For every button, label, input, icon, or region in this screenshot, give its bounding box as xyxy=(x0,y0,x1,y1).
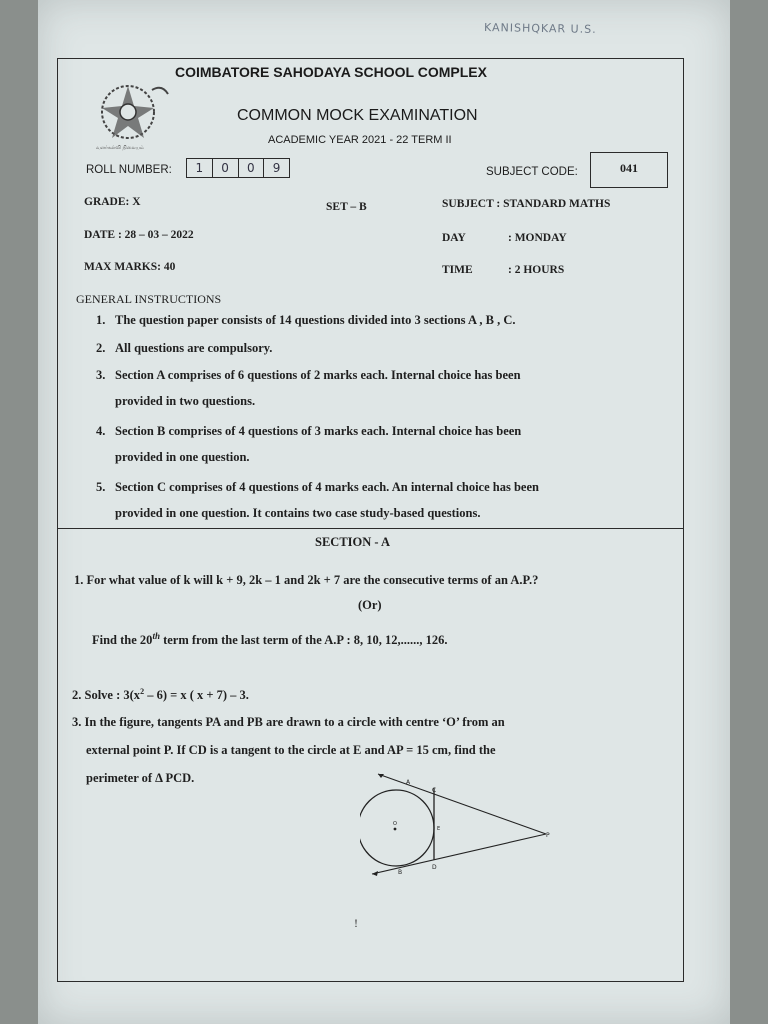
footer-mark: ! xyxy=(354,916,358,930)
instruction-item xyxy=(96,474,656,526)
instruction-number: 3. xyxy=(96,368,106,382)
max-marks: MAX MARKS: 40 xyxy=(84,261,176,273)
superscript: th xyxy=(152,631,160,641)
instruction-text: Section C comprises of 4 questions of 4 marks each. An internal choice has been xyxy=(115,480,539,494)
academic-year: ACADEMIC YEAR 2021 - 22 TERM II xyxy=(268,134,452,146)
roll-number-label: ROLL NUMBER: xyxy=(86,164,172,176)
roll-digit: 0 xyxy=(239,159,265,177)
point-c-label: C xyxy=(432,787,437,794)
school-name: COIMBATORE SAHODAYA SCHOOL COMPLEX xyxy=(175,64,487,80)
question-text: – 6) = x ( x + 7) – 3. xyxy=(144,688,249,703)
instruction-text: provided in one question. It contains two case study-based questions. xyxy=(115,506,481,520)
grade: GRADE: X xyxy=(84,196,141,208)
subject: SUBJECT : STANDARD MATHS xyxy=(442,198,611,210)
instruction-number: 4. xyxy=(96,424,106,438)
question-1: 1. For what value of k will k + 9, 2k – 1 and 2k + 7 are the consecutive terms of an A.P.? xyxy=(74,573,539,587)
day-value: : MONDAY xyxy=(508,232,567,244)
section-title: SECTION - A xyxy=(315,535,391,549)
question-text: external point P. If CD is a tangent to the circle at E and AP = 15 cm, find the xyxy=(86,743,496,757)
roll-digit: 1 xyxy=(187,159,213,177)
point-d-label: D xyxy=(432,864,437,871)
point-e-label: E xyxy=(437,826,441,832)
instruction-item xyxy=(96,307,656,333)
instruction-text: All questions are compulsory. xyxy=(115,341,273,355)
question-text: 2. Solve : 3(x xyxy=(72,688,141,703)
centre-o-label: O xyxy=(393,821,397,827)
roll-number-box xyxy=(186,158,290,178)
roll-digit: 0 xyxy=(213,159,239,177)
time-label: TIME xyxy=(442,264,473,276)
instruction-text: The question paper consists of 14 questions divided into 3 sections A , B , C. xyxy=(115,313,516,327)
point-a-label: A xyxy=(406,779,411,786)
question-text: Find the 20 xyxy=(92,633,153,648)
question-text: perimeter of Δ PCD. xyxy=(86,771,195,785)
instruction-text: provided in two questions. xyxy=(115,394,256,408)
question-2 xyxy=(72,678,249,709)
instruction-number: 1. xyxy=(96,313,106,327)
or-label: (Or) xyxy=(358,598,382,612)
instruction-item xyxy=(96,362,656,414)
instruction-text: provided in one question. xyxy=(115,450,250,464)
instruction-number: 5. xyxy=(96,480,106,494)
question-1-alternative xyxy=(92,622,448,654)
logo-caption: வளர்கல்வி நிலையம் xyxy=(96,145,144,151)
handwritten-name: KANISHQKAR U.S. xyxy=(483,21,597,36)
question-text: term from the last term of the A.P : 8, 10, 12,......, 126. xyxy=(159,633,448,648)
point-b-label: B xyxy=(398,869,403,876)
instruction-number: 2. xyxy=(96,341,106,355)
point-p-label: P xyxy=(546,832,550,839)
subject-code-box: 041 xyxy=(590,152,668,188)
superscript: 2 xyxy=(140,687,145,696)
school-logo-icon xyxy=(92,78,172,148)
section-divider xyxy=(57,528,684,529)
instruction-text: Section A comprises of 6 questions of 2 marks each. Internal choice has been xyxy=(115,368,521,382)
question-text: 3. In the figure, tangents PA and PB are drawn to a circle with centre ‘O’ from an xyxy=(72,715,505,729)
subject-code-label: SUBJECT CODE: xyxy=(486,166,578,178)
instructions-heading: GENERAL INSTRUCTIONS xyxy=(76,292,222,306)
instruction-text: Section B comprises of 4 questions of 3 marks each. Internal choice has been xyxy=(115,424,522,438)
roll-digit: 9 xyxy=(272,161,281,175)
instruction-item xyxy=(96,418,656,470)
exam-date: DATE : 28 – 03 – 2022 xyxy=(84,229,194,241)
day-label: DAY xyxy=(442,232,466,244)
instruction-item xyxy=(96,335,656,361)
tangent-circle-figure xyxy=(360,772,560,882)
time-value: : 2 HOURS xyxy=(508,264,565,276)
set: SET – B xyxy=(326,201,367,213)
exam-title: COMMON MOCK EXAMINATION xyxy=(237,107,478,124)
